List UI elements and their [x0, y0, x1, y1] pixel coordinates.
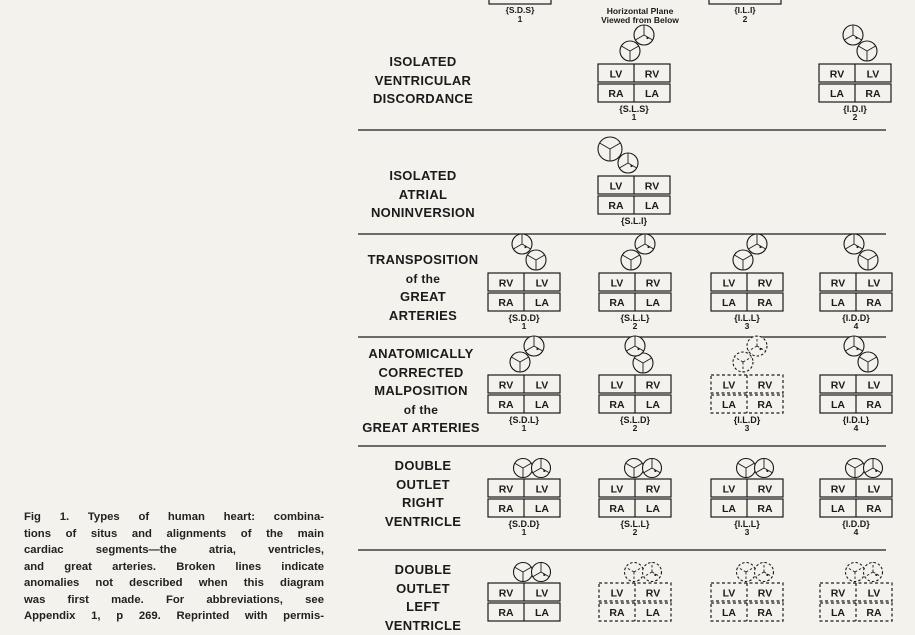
atrium-label-left: LA	[831, 297, 845, 309]
coronary-dot	[654, 470, 656, 472]
segment-notation: {S.D.L}	[509, 415, 540, 425]
ventricle-label-right: LV	[868, 278, 881, 290]
coronary-dot	[759, 348, 761, 350]
atrium-label-right: RA	[866, 503, 882, 515]
ventricle-label-right: RV	[645, 181, 659, 193]
label-line: ISOLATED	[362, 53, 484, 72]
segment-notation: {I.L.L}	[734, 313, 760, 323]
ventricle-label-left: RV	[499, 484, 513, 496]
caption-line: cardiac segments—the atria, ventricles,	[24, 542, 324, 559]
ventricle-label-right: RV	[758, 484, 772, 496]
row-label-double-outlet-left	[362, 561, 484, 635]
row-label-transposition	[360, 251, 486, 325]
heart-diagram	[598, 25, 670, 122]
atrium-label-left: LA	[831, 607, 845, 619]
heart-diagram	[711, 563, 783, 622]
ventricle-label-left: LV	[723, 588, 736, 600]
top-notation-1	[488, 6, 552, 24]
atrium-label-right: RA	[866, 399, 882, 411]
caption-line: anomalies not described when this diagram	[24, 575, 324, 592]
coronary-dot	[637, 348, 639, 350]
label-line: TRANSPOSITION	[360, 251, 486, 270]
ventricle-label-left: LV	[723, 380, 736, 392]
segment-notation: {I.L.L}	[734, 519, 760, 529]
heart-diagram	[711, 234, 783, 331]
coronary-dot	[536, 348, 538, 350]
diagram-index: 2	[633, 321, 638, 331]
diagram-index: 3	[745, 527, 750, 537]
ventricle-label-left: RV	[499, 278, 513, 290]
label-line: OUTLET	[362, 476, 484, 495]
diagram-index: 1	[522, 423, 527, 433]
top-notation-2	[708, 6, 782, 24]
atrium-label-left: LA	[830, 88, 844, 100]
atrium-label-right: RA	[757, 503, 773, 515]
label-line: of the	[360, 270, 486, 289]
label-line: RIGHT	[362, 494, 484, 513]
coronary-dot	[543, 574, 545, 576]
atrium-label-right: RA	[757, 399, 773, 411]
heart-diagram	[599, 563, 671, 622]
heart-diagram	[488, 336, 560, 433]
atrium-label-right: LA	[646, 607, 660, 619]
atrium-label-right: RA	[866, 607, 882, 619]
ventricle-label-right: RV	[758, 278, 772, 290]
diagram-index: 3	[745, 321, 750, 331]
coronary-dot	[647, 246, 649, 248]
segment-notation: {I.D.I}	[843, 104, 867, 114]
coronary-dot	[759, 246, 761, 248]
top-index-1: 1	[518, 14, 523, 24]
ventricle-label-left: LV	[611, 380, 624, 392]
label-line: VENTRICULAR	[362, 72, 484, 91]
atrium-label-left: RA	[498, 297, 514, 309]
ventricle-label-left: LV	[611, 484, 624, 496]
atrium-label-right: RA	[757, 607, 773, 619]
plane-label-line1: Horizontal Plane	[607, 6, 674, 16]
ventricle-label-left: RV	[831, 588, 845, 600]
segment-notation: {I.D.L}	[843, 415, 870, 425]
atrium-label-right: RA	[757, 297, 773, 309]
plane-label-line2: Viewed from Below	[601, 15, 679, 25]
atrium-label-right: LA	[535, 297, 549, 309]
heart-diagram	[599, 234, 671, 331]
coronary-dot	[654, 574, 656, 576]
atrium-label-right: LA	[646, 399, 660, 411]
label-line: GREAT	[360, 288, 486, 307]
segment-notation: {S.L.S}	[619, 104, 649, 114]
coronary-dot	[875, 470, 877, 472]
row-label-double-outlet-right	[362, 457, 484, 531]
diagram-index: 1	[522, 527, 527, 537]
clipped-box-top-1	[489, 0, 551, 4]
coronary-dot	[855, 37, 857, 39]
segment-notation: {S.D.D}	[508, 313, 540, 323]
heart-diagram	[598, 137, 670, 226]
heart-diagram	[488, 563, 560, 622]
atrium-label-right: LA	[535, 503, 549, 515]
segment-notation: {S.L.L}	[620, 519, 650, 529]
heart-diagram	[820, 234, 892, 331]
row-label-isolated-ventricular-discordance	[362, 53, 484, 109]
diagram-index: 2	[633, 527, 638, 537]
coronary-dot	[766, 470, 768, 472]
coronary-dot	[856, 246, 858, 248]
ventricle-label-left: LV	[723, 278, 736, 290]
caption-line: Fig 1. Types of human heart: combina-	[24, 509, 324, 526]
heart-diagram	[820, 336, 892, 433]
diagram-index: 2	[853, 112, 858, 122]
row-label-anatomically-corrected	[356, 345, 486, 438]
label-line: DOUBLE	[362, 457, 484, 476]
top-index-2: 2	[743, 14, 748, 24]
atrium-label-left: RA	[609, 399, 625, 411]
label-line: DISCORDANCE	[362, 90, 484, 109]
ventricle-label-right: RV	[758, 380, 772, 392]
atrium-label-right: LA	[535, 399, 549, 411]
segment-notation: {I.D.D}	[842, 519, 870, 529]
heart-diagram	[488, 459, 560, 538]
heart-diagram	[820, 563, 892, 622]
ventricle-label-right: RV	[646, 588, 660, 600]
ventricle-label-left: LV	[611, 278, 624, 290]
segment-notation: {S.D.D}	[508, 519, 540, 529]
heart-diagram	[820, 459, 892, 538]
ventricle-label-right: LV	[536, 484, 549, 496]
atrium-label-left: RA	[609, 503, 625, 515]
ventricle-label-right: RV	[645, 69, 659, 81]
heart-diagram	[711, 459, 783, 538]
label-line: ISOLATED	[362, 167, 484, 186]
segment-notation: {S.L.D}	[620, 415, 651, 425]
diagram-index: 1	[522, 321, 527, 331]
ventricle-label-right: RV	[646, 380, 660, 392]
atrium-label-right: RA	[865, 88, 881, 100]
atrium-label-right: LA	[535, 607, 549, 619]
diagram-index: 4	[854, 423, 859, 433]
atrium-label-left: RA	[609, 297, 625, 309]
diagram-index: 1	[632, 112, 637, 122]
label-line: NONINVERSION	[362, 204, 484, 223]
label-line: GREAT ARTERIES	[356, 419, 486, 438]
atrium-label-left: LA	[722, 399, 736, 411]
atrium-label-left: RA	[498, 607, 514, 619]
row-label-isolated-atrial-noninversion	[362, 167, 484, 223]
atrium-label-left: LA	[722, 607, 736, 619]
heart-diagram	[819, 25, 891, 122]
coronary-dot	[543, 470, 545, 472]
label-line: of the	[356, 401, 486, 420]
diagram-index: 3	[745, 423, 750, 433]
heart-diagram	[599, 459, 671, 538]
ventricle-label-left: LV	[611, 588, 624, 600]
top-notation-1-text: {S.D.S}	[506, 5, 535, 15]
segment-notation: {I.L.D}	[734, 415, 761, 425]
diagram-index: 4	[854, 527, 859, 537]
segment-notation: {S.L.L}	[620, 313, 650, 323]
ventricle-label-right: RV	[646, 484, 660, 496]
atrium-label-left: LA	[831, 399, 845, 411]
diagram-index: 4	[854, 321, 859, 331]
atrium-label-left: RA	[498, 399, 514, 411]
label-line: VENTRICLE	[362, 617, 484, 635]
label-line: ATRIAL	[362, 186, 484, 205]
ventricle-label-right: LV	[536, 380, 549, 392]
ventricle-label-left: LV	[610, 69, 623, 81]
ventricle-label-left: LV	[723, 484, 736, 496]
coronary-dot	[875, 574, 877, 576]
coronary-dot	[630, 165, 632, 167]
ventricle-label-right: LV	[536, 278, 549, 290]
ventricle-label-right: LV	[867, 69, 880, 81]
label-line: VENTRICLE	[362, 513, 484, 532]
label-line: OUTLET	[362, 580, 484, 599]
ventricle-label-right: LV	[868, 380, 881, 392]
top-notation-2-text: {I.L.I}	[734, 5, 755, 15]
label-line: ARTERIES	[360, 307, 486, 326]
atrium-label-left: LA	[831, 503, 845, 515]
ventricle-label-left: RV	[831, 278, 845, 290]
coronary-dot	[766, 574, 768, 576]
coronary-dot	[524, 246, 526, 248]
heart-diagram	[488, 234, 560, 331]
atrium-label-left: RA	[498, 503, 514, 515]
atrium-label-right: LA	[645, 200, 659, 212]
ventricle-label-right: LV	[868, 484, 881, 496]
ventricle-label-left: RV	[499, 588, 513, 600]
ventricle-label-left: RV	[830, 69, 844, 81]
ventricle-label-right: LV	[536, 588, 549, 600]
atrium-label-right: LA	[646, 503, 660, 515]
diagram-index: 2	[633, 423, 638, 433]
caption-line: was first made. For abbreviations, see	[24, 592, 324, 609]
caption-line: Appendix 1, p 269. Reprinted with permis-	[24, 608, 324, 625]
ventricle-label-right: LV	[868, 588, 881, 600]
label-line: ANATOMICALLY	[356, 345, 486, 364]
plane-label	[570, 7, 710, 25]
atrium-label-left: LA	[722, 503, 736, 515]
figure-caption	[24, 509, 324, 625]
atrium-label-left: RA	[608, 200, 624, 212]
heart-diagram	[599, 336, 671, 433]
heart-diagram	[711, 336, 783, 433]
atrium-label-right: RA	[866, 297, 882, 309]
ventricle-label-left: LV	[610, 181, 623, 193]
ventricle-label-right: RV	[758, 588, 772, 600]
ventricle-label-left: RV	[499, 380, 513, 392]
label-line: DOUBLE	[362, 561, 484, 580]
ventricle-label-right: RV	[646, 278, 660, 290]
atrium-label-right: LA	[645, 88, 659, 100]
label-line: CORRECTED	[356, 364, 486, 383]
coronary-dot	[856, 348, 858, 350]
segment-notation: {S.L.I}	[621, 216, 648, 226]
label-line: LEFT	[362, 598, 484, 617]
ventricle-label-left: RV	[831, 380, 845, 392]
atrium-label-left: RA	[608, 88, 624, 100]
ventricle-label-left: RV	[831, 484, 845, 496]
atrium-label-left: RA	[609, 607, 625, 619]
coronary-dot	[646, 37, 648, 39]
label-line: MALPOSITION	[356, 382, 486, 401]
clipped-box-top-2	[709, 0, 781, 4]
segment-notation: {I.D.D}	[842, 313, 870, 323]
caption-line: and great arteries. Broken lines indicate	[24, 559, 324, 576]
atrium-label-right: LA	[646, 297, 660, 309]
caption-line: tions of situs and alignments of the main	[24, 526, 324, 543]
atrium-label-left: LA	[722, 297, 736, 309]
